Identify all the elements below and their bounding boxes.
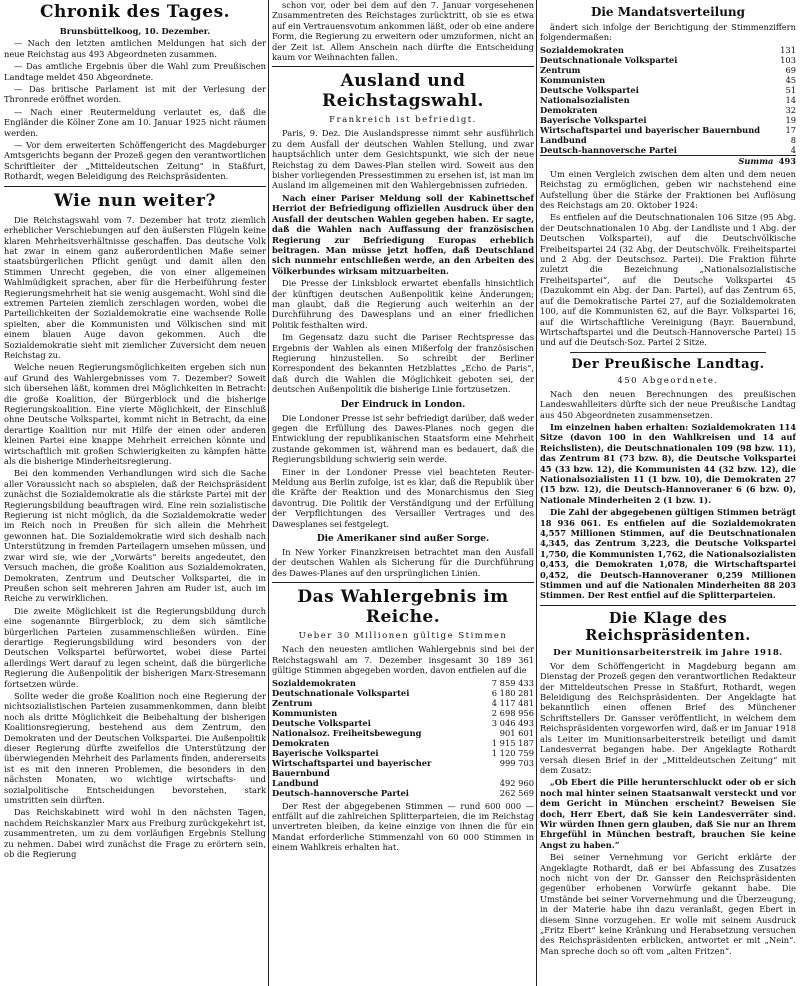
vote-count: 1 915 187: [491, 737, 534, 748]
vote-count: 492 960: [499, 777, 534, 788]
table-row: [272, 788, 534, 798]
article-paragraph: Nach den neuen Berechnungen des preußischen Landeswahlleiters dürfte sich der neue Preußische Landtag aus 450 Abgeordneten zusammensetzen.: [540, 388, 796, 420]
article-paragraph: Bei seiner Vernehmung vor Gericht erklärte der Angeklagte Rothardt, daß er bei Abfassung des Zusatzes noch nicht von der Dr. Gansser den Reichspräsidenten gegenüber erhobenen Vorwürfe gekannt habe. Die Umstände bei seiner Vorvernehmung und die Überzeugung, in der Materie habe ihn dazu veranlaßt, gegen Ebert in diesem Sinne vorzugehen. Er wolle mit seinem Ausdruck „Fritz Ebert“ keine Kränkung und Herabsetzung versuchen des Reichspräsidenten erblicken, antwortet er mit „Nein“. Man spreche doch so oft vom „alten Fritzen“.: [540, 852, 796, 956]
table-row: [540, 95, 796, 105]
table-row: [540, 115, 796, 125]
party-name: Deutschnationale Volkspartei: [540, 54, 678, 65]
mandat-article: [540, 5, 796, 348]
article-paragraph: „Ob Ebert die Pille herunterschluckt oder ob er sich noch mal hinter seinen Staatsanwalt versteckt und vor dem Gericht in München erscheint? Beweisen Sie doch, Herr Ebert, daß Sie kein Landesverräter sind. Wir würden Ihnen gern glauben, daß Sie nur an Ihrem Ehrgefühl in München bestraft, brauchen Sie keine Angst zu haben.“: [540, 777, 796, 850]
party-name: Zentrum: [540, 64, 581, 75]
article-paragraph: Um einen Vergleich zwischen dem alten und dem neuen Reichstag zu ermöglichen, geben wir nachstehend eine Aufstellung über die Stärke der Fraktionen bei Auflösung des Reichstags am 20. Oktober 1924:: [540, 168, 796, 211]
table-row: [272, 708, 534, 718]
article-paragraph: Sollte weder die große Koalition noch eine Regierung der nichtsozialistischen Parteien zusammenkommen, dann bleibt noch als dritte Möglichkeit die Beibehaltung der bisherigen Koalitionsregierung, bestehend aus dem Zentrum, den Demokraten und der Deutschen Volkspartei. Die Außenpolitik dieser Regierung dürfte zweifellos die Unterstützung der überwiegenden Mehrheit des Parlaments finden, andererseits ist es mit den inneren Problemen, die besonders in den nächsten Monaten, wo wichtige wirtschafts- und sozialpolitische Entscheidungen bevorstehen, stark umstritten sein dürften.: [4, 690, 266, 806]
article-paragraph: Das Reichskabinett wird wohl in den nächsten Tagen, nachdem Reichskanzler Marx aus Freiburg zurückgekehrt ist, zusammentreten, um zu dem vorläufigen Ergebnis Stellung zu nehmen. Dabei wird zunächst die Frage zu erörtern sein, ob die Regierung: [4, 807, 266, 860]
column-rule: [536, 0, 537, 986]
article-paragraph: Der Rest der abgegebenen Stimmen — rund 600 000 — entfällt auf die zahlreichen Splitterparteien, die im Reichstag unvertreten bleiben, da keine einzige von ihnen die für ein Mandat erforderliche Stimmenzahl von 60 000 Stimmen in einem Wahlkreis erhalten hat.: [272, 800, 534, 853]
column-2: [272, 0, 534, 986]
table-row: [540, 125, 796, 135]
wie-nun-weiter-article: [4, 191, 266, 860]
landtag-title: Der Preußische Landtag.: [571, 356, 765, 372]
article-paragraph: Die zweite Möglichkeit ist die Regierungsbildung durch eine sogenannte Bürgerblock, zu dem sich sämtliche bürgerlichen Parteien zusammenschließen würden. Eine derartige Regierungsbildung wird besonders von der Deutschen Volkspartei befürwortet, wobei diese Partei allerdings Wert darauf zu legen scheint, daß die bürgerliche Regierung die Außenpolitik der bisherigen Marx-Stresemann fortsetzen würde.: [4, 605, 266, 689]
vote-count: 262 569: [499, 787, 534, 798]
table-row: [272, 688, 534, 698]
party-name: Wirtschaftspartei und bayerischer Bauernbund: [272, 757, 432, 778]
article-paragraph: Die Londoner Presse ist sehr befriedigt darüber, daß weder gegen die Erfüllung des Dawes-Planes noch gegen die Entwicklung der republikanischen Staatsform eine Mehrheit zustande gekommen ist, während man es bedauert, daß die Regierungsbildung schwierig sein werde.: [272, 412, 534, 465]
seat-count: 14: [785, 94, 796, 105]
table-row: [540, 85, 796, 95]
article-paragraph: Paris, 9. Dez. Die Auslandspresse nimmt sehr ausführlich zu dem Ausfall der deutschen Wahlen Stellung, und zwar hauptsächlich unter dem Gesichtspunkt, wie sich der neue Reichstag zu dem Dawes-Plan stellen wird. Soweit aus den bisher vorliegenden Pressestimmen zu ersehen ist, ist man im Ausland im allgemeinen mit den Wahlergebnissen zufrieden.: [272, 128, 534, 191]
sum-value: 493: [773, 155, 796, 166]
vote-count: 6 180 281: [491, 687, 534, 698]
party-name: Deutsche Volkspartei: [540, 84, 639, 95]
party-name: Landbund: [540, 134, 587, 145]
party-name: Deutschnationale Volkspartei: [272, 687, 410, 698]
wahlergebnis-title: Das Wahlergebnis im Reiche.: [297, 587, 509, 628]
wahlergebnis-subtitle: Ueber 30 Millionen gültige Stimmen: [298, 631, 508, 642]
party-name: Sozialdemokraten: [540, 44, 624, 55]
seat-count: 131: [780, 44, 796, 55]
party-name: Zentrum: [272, 697, 313, 708]
article-paragraph: Die Zahl der abgegebenen gültigen Stimmen beträgt 18 936 061. Es entfielen auf die Sozialdemokraten 4,557 Millionen Stimmen, auf die Deutschnationalen 4,345, das Zentrum 3,223, die Deutsche Volkspartei 1,750, die Kommunisten 1,762, die Nationalsozialisten 0,453, die Demokraten 1,078, die Wirtschaftspartei 0,452, die Deutsch-Hannoveraner 0,259 Millionen Stimmen und auf die Nationalen Minderheiten 88 203 Stimmen. Der Rest entfiel auf die Splitterparteien.: [540, 507, 796, 601]
chronik-item: — Das britische Parlament ist mit der Verlesung der Thronrede eröffnet worden.: [4, 84, 266, 105]
seats-sum-row: [540, 155, 796, 166]
chronik-item: — Das amtliche Ergebnis über die Wahl zum Preußischen Landtage meldet 450 Abgeordnete.: [4, 61, 266, 82]
table-row: [540, 75, 796, 85]
article-paragraph: Bei den kommenden Verhandlungen wird sich die Sache aller Voraussicht nach so abspielen, daß der Reichspräsident zunächst die Sozialdemokratie als die stärkste Partei mit der Regierungsbildung beauftragen wird. Eine rein sozialistische Regierung ist nicht möglich, da die Sozialdemokratie weder im Reich noch in Preußen für sich allein die Mehrheit gewonnen hat. Die Sozialdemokratie wird sich deshalb nach Unterstützung in fremden Parteilagern umsehen müssen, und zwar wird sie, wie der „Vorwärts“ bereits angedeutet, den Versuch machen, die große Koalition aus Sozialdemokraten, Demokraten, Zentrum und Deutscher Volkspartei, die in Preußen schon seit mehreren Jahren am Ruder ist, auch im Reiche zu verwirklichen.: [4, 468, 266, 604]
table-row: [272, 748, 534, 758]
chronik-item: — Vor dem erweiterten Schöffengericht des Magdeburger Amtsgerichts begann der Prozeß gegen den verantwortlichen Schriftleiter der „Mitteldeutschen Zeitung“ in Staßfurt, Rothardt, wegen Beleidigung des Reichspräsidenten.: [4, 140, 266, 182]
party-name: Landbund: [272, 777, 319, 788]
table-row: [540, 45, 796, 55]
party-name: Kommunisten: [272, 707, 338, 718]
article-paragraph: Die Presse der Linksblock erwartet ebenfalls hinsichtlich der künftigen deutschen Außenpolitik keine Änderungen; man glaubt, daß die Regierung auch weiterhin an der Durchführung des Dawesplans und an einer friedlichen Politik festhalten wird.: [272, 278, 534, 330]
party-name: Bayerische Volkspartei: [272, 747, 379, 758]
table-row: [272, 678, 534, 688]
mandat-title: Die Mandatsverteilung: [590, 5, 746, 19]
article-paragraph: ändert sich infolge der Berichtigung der Stimmenziffern folgendermaßen:: [540, 22, 796, 43]
vote-count: 4 117 481: [491, 697, 534, 708]
chronik-section: [4, 2, 266, 182]
sum-label: Summa: [540, 155, 773, 166]
seat-count: 45: [785, 74, 796, 85]
seat-count: 103: [780, 54, 796, 65]
party-name: Nationalsoz. Freiheitsbewegung: [272, 727, 422, 738]
divider: [540, 605, 796, 606]
article-paragraph: Im einzelnen haben erhalten: Sozialdemokraten 114 Sitze (davon 100 in den Wahlkreisen und 14 auf Reichslisten), die Deutschnationalen 109 (98 bzw. 11), das Zentrum 81 (73 bzw. 8), die Deutsche Volkspartei 45 (33 bzw. 12), die Kommunisten 44 (32 bzw. 12), die Nationalsozialisten 11 (1 bzw. 10), die Demokraten 27 (15 bzw. 12), die Deutsch-Hannoveraner 6 (6 bzw. 0), Nationale Minderheiten 2 (1 bzw. 1).: [540, 421, 796, 505]
continuation-paragraph: schon vor, oder bei dem auf den 7. Januar vorgesehenen Zusammentreten des Reichstages zurücktritt, ob sie es etwa auf ein Vertrauensvotum ankommen läßt, oder ob eine andere Form, die Regierung zu erweitern oder umzuformen, nicht an der Zeit ist. Allem Anschein nach dürfte die Entscheidung kaum vor Weihnachten fallen.: [272, 0, 534, 63]
klage-article: [540, 610, 796, 956]
seat-count: 17: [785, 124, 796, 135]
london-heading: Der Eindruck in London.: [340, 399, 466, 410]
table-row: [272, 728, 534, 738]
party-name: Deutsch-hannoversche Partei: [272, 787, 409, 798]
party-name: Deutsch-hannoversche Partei: [540, 144, 677, 155]
divider: [272, 66, 534, 67]
party-name: Sozialdemokraten: [272, 677, 356, 688]
article-paragraph: Es entfielen auf die Deutschnationalen 106 Sitze (95 Abg. der Deutschnationalen 10 Abg. der Landliste und 1 Abg. der Deutschen Volkspartei), auf die Deutschvölkische Freiheitspartei 24 (32 Abg. der Deutschvölk. Freiheitspartei und 2 Abg. der Deutschsoz. Partei). Die Fraktion führte zuletzt die Bezeichnung „Nationalsozialistische Freiheitspartei“, auf die Deutsche Volkspartei 45 (Dazukommt ein Abg. der Dan. Partei), auf das Zentrum 65, auf die Demokratische Partei 27, auf die Sozialdemokraten 100, auf die Kommunisten 62, auf die Bayr. Volkspartei 16, auf die Wirtschaftliche Vereinigung (Bayr. Bauernbund, Wirtschaftspartei und die Deutsch-Hannoversche Partei) 15 und auf die Deutsch-Soz. Partei 2 Sitze.: [540, 212, 796, 348]
party-name: Nationalsozialisten: [540, 94, 630, 105]
column-1: [4, 0, 266, 986]
article-paragraph: Vor dem Schöffengericht in Magdeburg begann am Dienstag der Prozeß gegen den verantwortlichen Redakteur der Mitteldeutschen Presse in Staßfurt, Rothardt, wegen Beleidigung des Reichspräsidenten. Der Angeklagte hat bekanntlich einen offenen Brief des Münchener Schriftstellers Dr. Gansser veröffentlicht, in welchem dem Reichspräsidenten vorgeworfen wird, daß er im Januar 1918 als Leiter im Munitionsarbeiterstreik beteiligt und damit Landesverrat begangen habe. Der Angeklagte Rothardt versah diesen Brief in der „Mitteldeutschen Zeitung“ mit dem Zusatz:: [540, 660, 796, 775]
article-paragraph: In New Yorker Finanzkreisen betrachtet man den Ausfall der deutschen Wahlen als Sicherung für die Durchführung des Dawes-Planes auf den ursprünglichen Linien.: [272, 547, 534, 578]
vote-count: 7 859 433: [491, 677, 534, 688]
table-row: [272, 698, 534, 708]
seat-count: 32: [785, 104, 796, 115]
seat-count: 19: [785, 114, 796, 125]
party-name: Demokraten: [272, 737, 330, 748]
seat-count: 51: [785, 84, 796, 95]
party-name: Kommunisten: [540, 74, 606, 85]
party-name: Wirtschaftspartei und bayerischer Bauernbund: [540, 124, 761, 135]
vote-count: 901 601: [499, 727, 534, 738]
seat-count: 4: [790, 144, 796, 155]
chronik-item: — Nach einer Reutermeldung verlautet es, daß die Engländer die Kölner Zone am 10. Januar 1925 nicht räumen werden.: [4, 106, 266, 138]
ausland-subtitle: Frankreich ist befriedigt.: [329, 115, 477, 126]
party-name: Deutsche Volkspartei: [272, 717, 371, 728]
divider: [4, 186, 266, 187]
table-row: [272, 758, 534, 778]
divider: [570, 352, 766, 353]
ausland-title: Ausland und Reichstagswahl.: [322, 71, 484, 112]
party-name: Bayerische Volkspartei: [540, 114, 647, 125]
chronik-item: — Nach den letzten amtlichen Meldungen hat sich der neue Reichstag aus 493 Abgeordneten zusammen.: [4, 38, 266, 59]
table-row: [540, 55, 796, 65]
ausland-article: [272, 71, 534, 578]
article-paragraph: Im Gegensatz dazu sucht die Pariser Rechtspresse das Ergebnis der Wahlen als einen Mißerfolg der französischen Regierung hinzustellen. So schreibt der Berliner Korrespondent des bekannten Hetzblattes „Echo de Paris“, daß durch die Wahlen die Möglichkeit geboten sei, der deutschen Außenpolitik die bisherige Linie fortzusetzen.: [272, 332, 534, 395]
table-row: [272, 718, 534, 728]
column-rule: [268, 0, 269, 986]
column-3: [540, 0, 796, 986]
klage-title: Die Klage des Reichspräsidenten.: [585, 609, 751, 644]
table-row: [540, 145, 796, 156]
vote-count: 3 046 493: [491, 717, 534, 728]
table-row: [272, 738, 534, 748]
article-paragraph: Nach den neuesten amtlichen Wahlergebnis sind bei der Reichstagswahl am 7. Dezember insgesamt 30 189 361 gültige Stimmen abgegeben worden, davon entfielen auf die: [272, 644, 534, 676]
seats-table: [540, 45, 796, 166]
seat-count: 8: [790, 134, 796, 145]
votes-table: [272, 678, 534, 798]
vote-count: 2 698 956: [491, 707, 534, 718]
seat-count: 69: [785, 64, 796, 75]
vote-count: 999 703: [499, 757, 534, 768]
party-name: Demokraten: [540, 104, 598, 115]
amerika-heading: Die Amerikaner sind außer Sorge.: [316, 534, 490, 545]
table-row: [272, 778, 534, 788]
divider: [272, 582, 534, 583]
article-paragraph: Einer in der Londoner Presse viel beachteten Reuter-Meldung aus Berlin zufolge, ist es klar, daß die Republik über die Kräfte der Reaktion und des Monarchismus den Sieg davontrug. Die Politik der Verständigung und der Erfüllung der Verpflichtungen des Versailler Vertrages und des Dawesplanes sei festgelegt.: [272, 466, 534, 529]
article-paragraph: Nach einer Pariser Meldung soll der Kabinettschef Herriot der Befriedigung offiziellen Ausdruck über den Ausfall der deutschen Wahlen gegeben haben. Er sagte, daß die Wahlen nach Auffassung der französischen Regierung zur Befriedigung Europas erheblich beitragen. Man müsse jetzt hoffen, daß Deutschland sich nunmehr entschließen werde, an den Arbeiten des Völkerbundes wirksam mitzuarbeiten.: [272, 192, 534, 276]
chronik-title: Chronik des Tages.: [39, 2, 231, 22]
landtag-article: [540, 357, 796, 601]
article-paragraph: Die Reichstagswahl vom 7. Dezember hat trotz ziemlich erheblicher Verschiebungen auf den äußersten Flügeln keine klaren Mehrheitsverhältnisse geschaffen. Das deutsche Volk hat zwar in einem ganz außerordentlichen Maße seiner staatsbürgerlichen Pflicht genügt und damit allen den Stimmen Unrecht gegeben, die von einer allgemeinen Wahlmüdigkeit sprachen, aber für die Herbeiführung fester Regierungsmehrheit hat sie wenig ausgemacht. Wohl sind die extremen Parteien ziemlich zerschlagen worden, wobei die Parteilichkeiten der Sozialdemokratie eine wachsende Rolle spielten, aber die Kommunisten und Völkischen sind mit einem blauen Auge davon gekommen. Auch die Sozialdemokratie sieht mit ziemlicher Zuversicht dem neuen Reichstag zu.: [4, 214, 266, 360]
table-row: [540, 135, 796, 145]
klage-subtitle: Der Munitionsarbeiterstreik im Jahre 1918.: [553, 647, 783, 658]
wie-title: Wie nun weiter?: [54, 190, 216, 211]
table-row: [540, 105, 796, 115]
vote-count: 1 120 759: [491, 747, 534, 758]
chronik-dateline: Brunsbüttelkoog, 10. Dezember.: [59, 26, 211, 36]
landtag-subtitle: 450 Abgeordnete.: [617, 375, 719, 386]
article-paragraph: Welche neuen Regierungsmöglichkeiten ergeben sich nun auf Grund des Wahlergebnisses vom 7. Dezember? Soweit sich übersehen läßt, kommen drei Möglichkeiten in Betracht: die große Koalition, der Bürgerblock und die bisherige Regierungskoalition. Eine vierte Möglichkeit, der Einschluß ohne Deutsche Volkspartei, kommt nicht in Betracht, da eine derartige Koalition nur mit Hilfe der einen oder anderen kleinen Partei eine knappe Mehrheit erreichen könnte und wirtschaftlich mit großen Schwierigkeiten zu kämpfen hätte als die bisherige Minderheitsregierung.: [4, 362, 266, 467]
wahlergebnis-article: [272, 587, 534, 852]
table-row: [540, 65, 796, 75]
